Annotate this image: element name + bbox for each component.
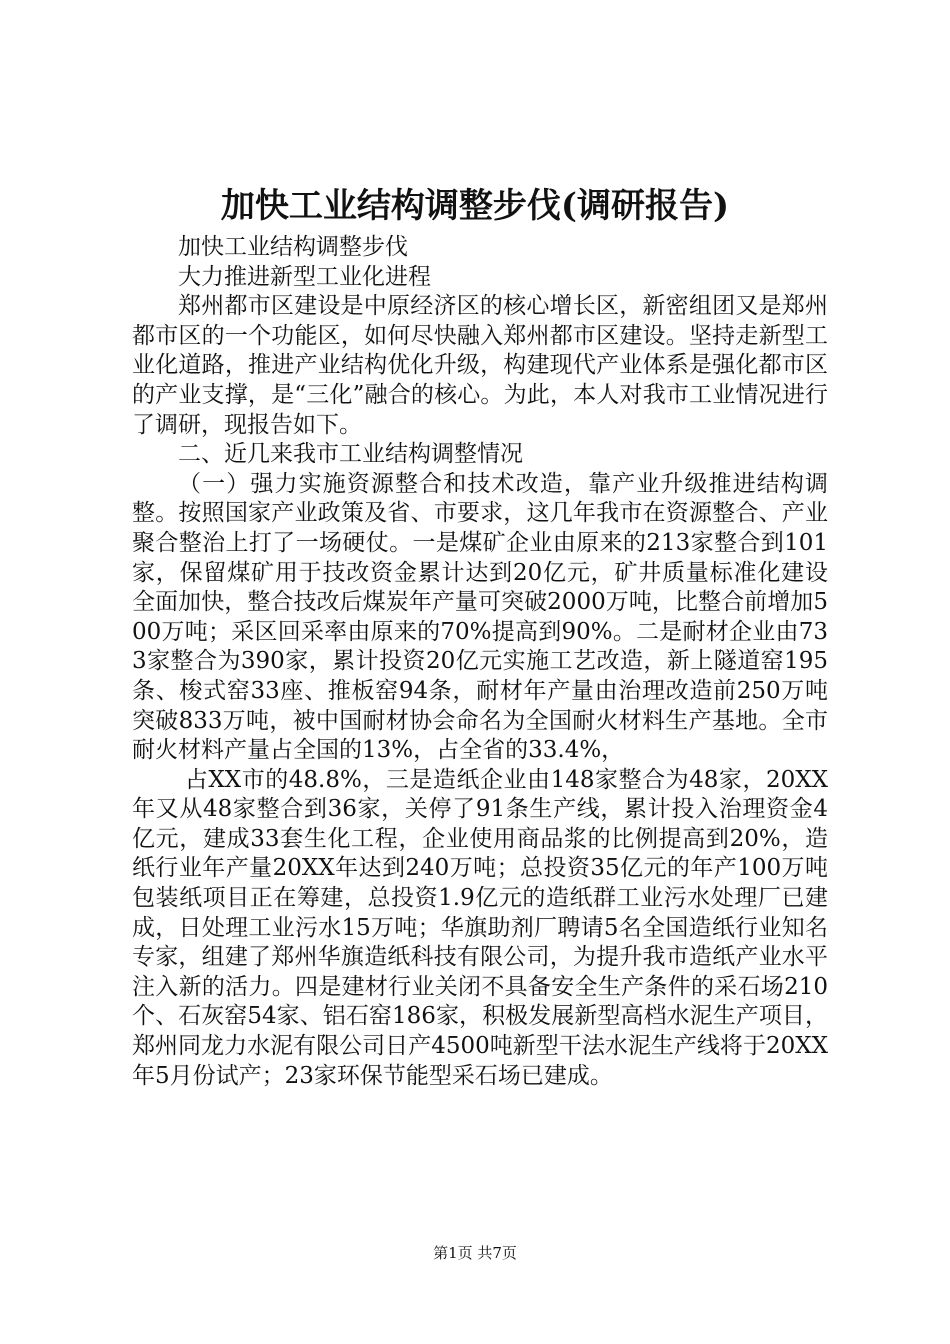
subtitle-line-1: 加快工业结构调整步伐 xyxy=(178,234,408,260)
document-title: 加快工业结构调整步伐(调研报告) xyxy=(220,186,730,226)
page-number: 第1页 共7页 xyxy=(433,1244,517,1262)
body-paragraph-2: 占XX市的48.8%，三是造纸企业由148家整合为48家，20XX年又从48家整合到36家，关停了91条生产线，累计投入治理资金4亿元，建成33套生化工程，企业使用商品浆的比例提高到20%，造纸行业年产量20XX年达到240万吨；总投资35亿元的年产100万吨包装纸项目正在筹建，总投资1.9亿元的造纸群工业污水处理厂已建成，日处理工业污水15万吨；华旗助剂厂聘请5名全国造纸行业知名专家，组建了郑州华旗造纸科技有限公司，为提升我市造纸产业水平注入新的活力。四是建材行业关闭不具备安全生产条件的采石场210个、石灰窑54家、铝石窑186家，积极发展新型高档水泥生产项目，郑州同龙力水泥有限公司日产4500吨新型干法水泥生产线将于20XX年5月份试产；23家环保节能型采石场已建成。 xyxy=(132,766,828,1089)
body-paragraph-1: （一）强力实施资源整合和技术改造，靠产业升级推进结构调整。按照国家产业政策及省、市要求，这几年我市在资源整合、产业聚合整治上打了一场硬仗。一是煤矿企业由原来的213家整合到101家，保留煤矿用于技改资金累计达到20亿元，矿井质量标准化建设全面加快，整合技改后煤炭年产量可突破2000万吨，比整合前增加500万吨；采区回采率由原来的70%提高到90%。二是耐材企业由733家整合为390家，累计投资20亿元实施工艺改造，新上隧道窑195条、梭式窑33座、推板窑94条，耐材年产量由治理改造前250万吨突破833万吨，被中国耐材协会命名为全国耐火材料生产基地。全市耐火材料产量占全国的13%，占全省的33.4%， xyxy=(132,470,828,764)
document-body xyxy=(132,233,828,1091)
intro-paragraph: 郑州都市区建设是中原经济区的核心增长区，新密组团又是郑州都市区的一个功能区，如何尽快融入郑州都市区建设。坚持走新型工业化道路，推进产业结构优化升级，构建现代产业体系是强化都市区的产业支撑，是“三化”融合的核心。为此，本人对我市工业情况进行了调研，现报告如下。 xyxy=(132,293,828,438)
subtitle-line-2: 大力推进新型工业化进程 xyxy=(178,263,431,290)
section-heading: 二、近几来我市工业结构调整情况 xyxy=(178,441,523,468)
